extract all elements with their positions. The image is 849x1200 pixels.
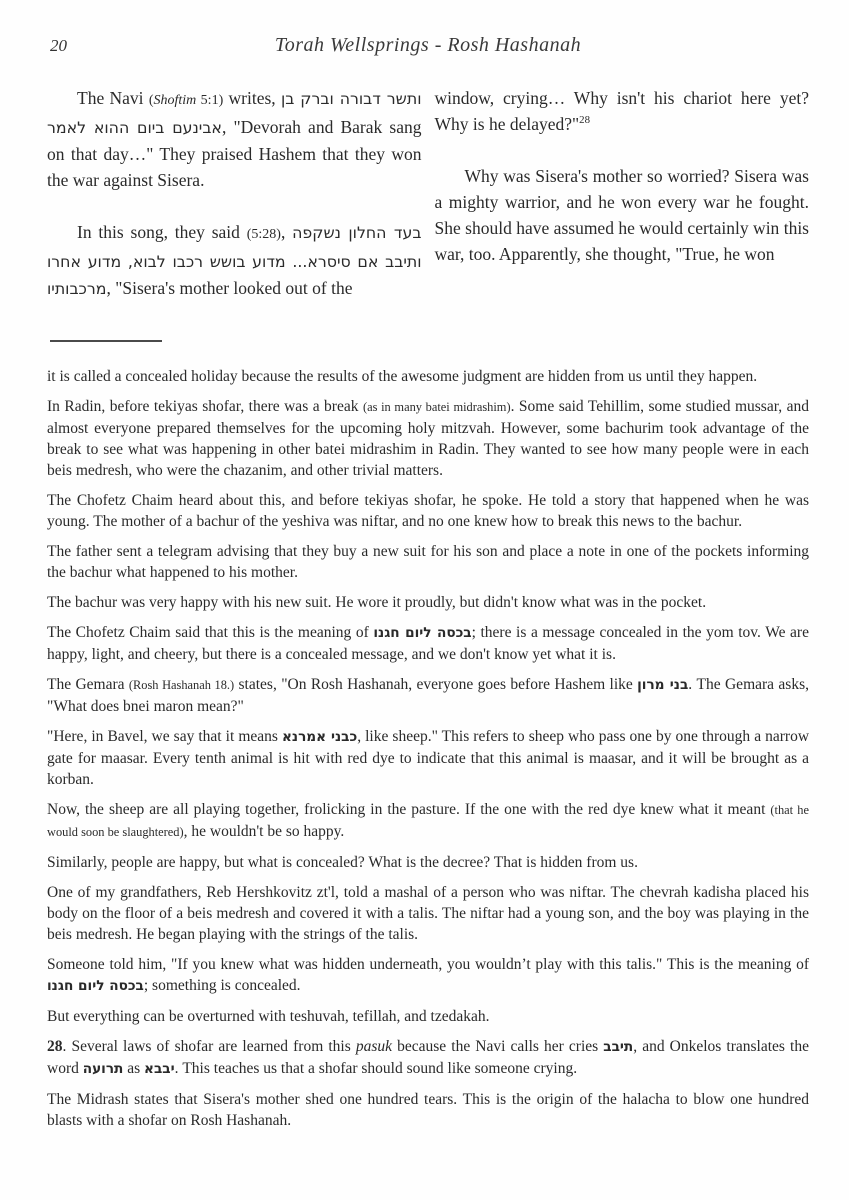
body-paragraph	[47, 219, 422, 302]
hebrew-text-run: בני מרון	[637, 677, 689, 693]
footnote-paragraph	[47, 366, 809, 387]
footnote-paragraph	[47, 674, 809, 717]
text-run: . Several laws of shofar are learned from this	[62, 1038, 356, 1055]
main-text-columns	[47, 85, 809, 328]
text-run: The Chofetz Chaim said that this is the meaning of	[47, 624, 374, 641]
text-run: , "Devorah and Barak sang on that day…" They praised Hashem that they won the war against Sisera.	[47, 117, 422, 190]
text-run: The Midrash states that Sisera's mother shed one hundred tears. This is the origin of the halacha to blow one hundred blasts with a shofar on Rosh Hashanah.	[47, 1091, 809, 1129]
text-run: Someone told him, "If you knew what was hidden underneath, you wouldn’t play with this talis." This is the meaning of	[47, 956, 809, 973]
text-run: , he wouldn't be so happy.	[183, 823, 345, 840]
hebrew-text-run: בעד החלון נשקפה ותיבב אם סיסרא... מדוע בושש רכבו לבוא, מדוע אחרו מרכבותיו	[47, 223, 422, 298]
text-run: ; there is a message concealed in the yom tov. We are happy, light, and cheery, but there is a concealed message, and we don't know yet what it is.	[47, 624, 809, 663]
text-run: 5:1)	[196, 93, 224, 108]
hebrew-text-run: בכסה ליום חגנו	[47, 978, 144, 994]
text-run: . This teaches us that a shofar should sound like someone crying.	[174, 1060, 578, 1077]
body-paragraph	[435, 85, 810, 137]
text-run: One of my grandfathers, Reb Hershkovitz zt'l, told a mashal of a person who was niftar. The chevrah kadisha placed his body on the floor of a beis medresh and covered it with a talis. The niftar had a young son, and the boy was playing in the beis medresh. He began playing with the strings of the talis.	[47, 884, 809, 943]
footnotes-section	[47, 366, 809, 1131]
text-run: . Some said Tehillim, some studied mussar, and almost everyone prepared themselves for the upcoming holy mitzvah. However, some bachurim took advantage of the break to see what was happening in other batei midrashim in Radin. They wanted to see how many people were in each beis medresh, who were the chazanim, and other trivial matters.	[47, 398, 809, 479]
footnote-paragraph	[47, 396, 809, 481]
text-run: 28	[47, 1038, 63, 1055]
footnote-divider	[50, 340, 162, 342]
hebrew-text-run: יבבא	[144, 1061, 175, 1077]
text-run: pasuk	[355, 1038, 393, 1055]
text-run: (5:28)	[246, 227, 281, 242]
text-run: (that he would soon be slaughtered)	[47, 803, 809, 839]
text-run: The Navi	[77, 88, 149, 108]
footnote-paragraph	[47, 1006, 809, 1027]
hebrew-text-run: בכסה ליום חגנו	[373, 625, 472, 641]
text-run: , and Onkelos translates the word	[47, 1038, 809, 1077]
text-run: The father sent a telegram advising that they buy a new suit for his son and place a note in one of the pockets informing the bachur what happened to his mother.	[47, 543, 809, 581]
text-run: . The Gemara asks, "What does bnei maron mean?"	[47, 676, 809, 715]
left-column	[47, 85, 422, 328]
footnote-paragraph	[47, 882, 809, 945]
text-run: , "Sisera's mother looked out of the	[106, 278, 353, 298]
page-number: 20	[50, 36, 67, 55]
text-run: writes,	[223, 88, 281, 108]
text-run: (	[148, 93, 154, 108]
footnote-paragraph	[47, 852, 809, 873]
right-column	[435, 85, 810, 328]
hebrew-text-run: ותשר דבורה וברק בן אבינעם ביום ההוא לאמר	[47, 89, 422, 137]
footnote-paragraph	[47, 622, 809, 665]
body-paragraph	[435, 163, 810, 267]
text-run: , like sheep." This refers to sheep who pass one by one through a narrow gate for maasar. Every tenth animal is hit with red dye to indicate that this animal is maasar, and it will be brought as a korban.	[47, 728, 810, 788]
text-run: (Rosh Hashanah 18.)	[128, 678, 235, 692]
text-run: (as in many batei midrashim)	[362, 400, 511, 414]
footnote-paragraph	[47, 490, 809, 532]
text-run: as	[123, 1060, 145, 1077]
text-run: it is called a concealed holiday because the results of the awesome judgment are hidden from us until they happen.	[47, 368, 758, 385]
text-run: Why was Sisera's mother so worried? Sisera was a mighty warrior, and he won every war he fought. She should have assumed he would certainly win this war, too. Apparently, she thought, "True, he won	[434, 166, 809, 264]
text-run: because the Navi calls her cries	[392, 1038, 604, 1055]
text-run: window, crying… Why isn't his chariot here yet? Why is he delayed?"	[434, 88, 809, 134]
hebrew-text-run: תיבב	[603, 1039, 634, 1055]
text-run: states, "On Rosh Hashanah, everyone goes before Hashem like	[234, 676, 638, 693]
text-run: The Gemara	[47, 676, 129, 693]
text-run: Now, the sheep are all playing together, frolicking in the pasture. If the one with the red dye knew what it meant	[47, 801, 771, 818]
footnote-paragraph	[47, 799, 809, 843]
footnote-paragraph	[47, 1036, 809, 1080]
footnote-paragraph	[47, 541, 809, 583]
text-run: In this song, they said	[77, 222, 247, 242]
text-run: The Chofetz Chaim heard about this, and before tekiyas shofar, he spoke. He told a story that happened when he was young. The mother of a bachur of the yeshiva was niftar, and no one knew how to break this news to the bachur.	[47, 492, 809, 530]
hebrew-text-run: תרועה	[82, 1061, 124, 1077]
footnote-paragraph	[47, 1089, 809, 1131]
text-run: ; something is concealed.	[143, 977, 301, 994]
text-run: Similarly, people are happy, but what is concealed? What is the decree? That is hidden from us.	[47, 854, 638, 871]
footnote-paragraph	[47, 726, 809, 790]
page-header	[47, 34, 809, 60]
text-run: The bachur was very happy with his new suit. He wore it proudly, but didn't know what was in the pocket.	[47, 594, 707, 611]
text-run: ,	[280, 222, 293, 242]
footnote-paragraph	[47, 954, 809, 997]
text-run: Shoftim	[153, 93, 197, 108]
hebrew-text-run: כבני אמרנא	[281, 729, 358, 745]
text-run: In Radin, before tekiyas shofar, there was a break	[47, 398, 363, 415]
page-title: Torah Wellsprings - Rosh Hashanah	[274, 34, 582, 56]
footnote-paragraph	[47, 592, 809, 613]
body-paragraph	[47, 85, 422, 193]
text-run: "Here, in Bavel, we say that it means	[47, 728, 282, 745]
text-run: 28	[579, 114, 591, 127]
text-run: But everything can be overturned with teshuvah, tefillah, and tzedakah.	[47, 1008, 490, 1025]
